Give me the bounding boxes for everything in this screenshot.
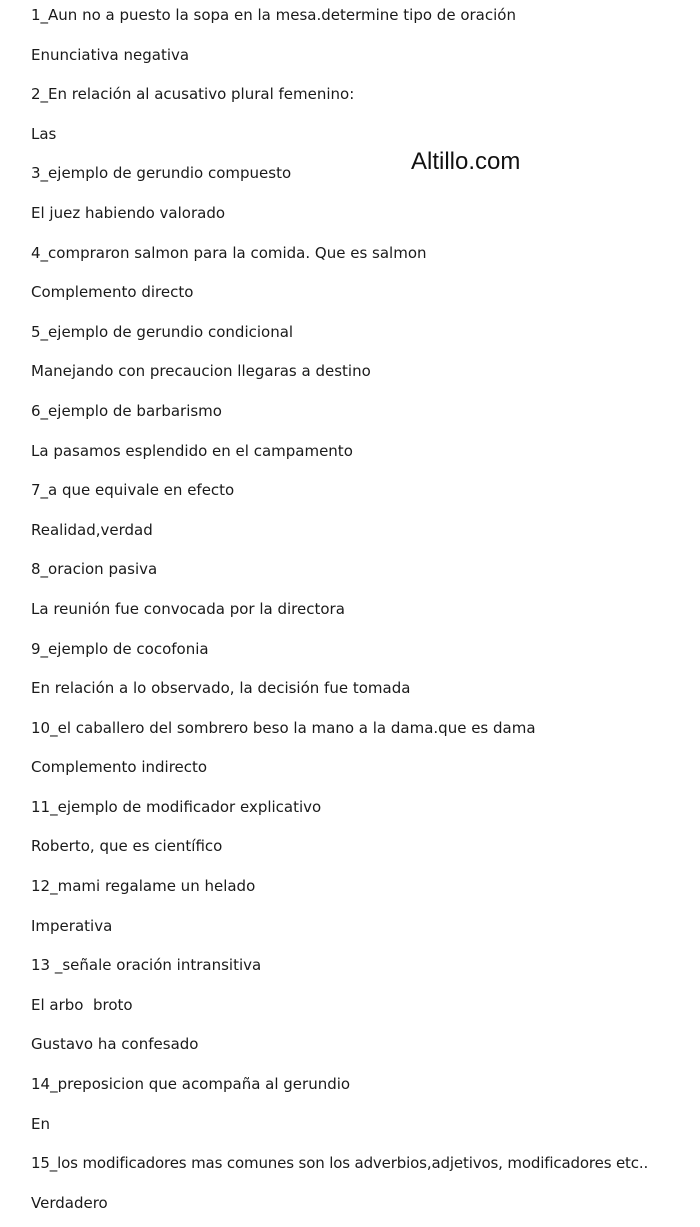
- question-5: 5_ejemplo de gerundio condicional: [31, 322, 294, 341]
- answer-2: Las: [31, 124, 57, 143]
- answer-5: Manejando con precaucion llegaras a destino: [31, 362, 371, 381]
- answer-10: Complemento indirecto: [31, 758, 208, 777]
- answer-1: Enunciativa negativa: [31, 45, 190, 64]
- question-3: 3_ejemplo de gerundio compuesto: [31, 164, 292, 183]
- question-11: 11_ejemplo de modificador explicativo: [31, 797, 322, 816]
- answer-12: Imperativa: [31, 916, 113, 935]
- question-13: 13 _señale oración intransitiva: [31, 956, 262, 975]
- answer-15: Verdadero: [31, 1193, 108, 1212]
- question-1: 1_Aun no a puesto la sopa en la mesa.determine tipo de oración: [31, 6, 516, 24]
- answer-4: Complemento directo: [31, 283, 194, 302]
- altillo-watermark: Altillo.com: [411, 148, 521, 175]
- question-8: 8_oracion pasiva: [31, 560, 158, 579]
- question-14: 14_preposicion que acompaña al gerundio: [31, 1075, 351, 1094]
- question-10: 10_el caballero del sombrero beso la mano a la dama.que es dama: [31, 718, 536, 737]
- answer-14: En: [31, 1114, 50, 1133]
- answer-7: Realidad,verdad: [31, 520, 153, 539]
- question-7: 7_a que equivale en efecto: [31, 481, 235, 500]
- question-6: 6_ejemplo de barbarismo: [31, 401, 222, 420]
- answer-3: El juez habiendo valorado: [31, 203, 226, 222]
- answer-13-b: Gustavo ha confesado: [31, 1035, 199, 1054]
- answer-6: La pasamos esplendido en el campamento: [31, 441, 353, 460]
- answer-13-a: El arbo broto: [31, 995, 133, 1014]
- answer-11: Roberto, que es científico: [31, 837, 223, 856]
- answer-8: La reunión fue convocada por la directora: [31, 599, 345, 618]
- question-15: 15_los modificadores mas comunes son los adverbios,adjetivos, modificadores etc..: [31, 1154, 649, 1173]
- answer-9: En relación a lo observado, la decisión fue tomada: [31, 679, 411, 698]
- question-9: 9_ejemplo de cocofonia: [31, 639, 209, 658]
- question-4: 4_compraron salmon para la comida. Que es salmon: [31, 243, 427, 262]
- question-2: 2_En relación al acusativo plural femenino:: [31, 85, 355, 104]
- question-12: 12_mami regalame un helado: [31, 877, 256, 896]
- document-body: [31, 0, 691, 1227]
